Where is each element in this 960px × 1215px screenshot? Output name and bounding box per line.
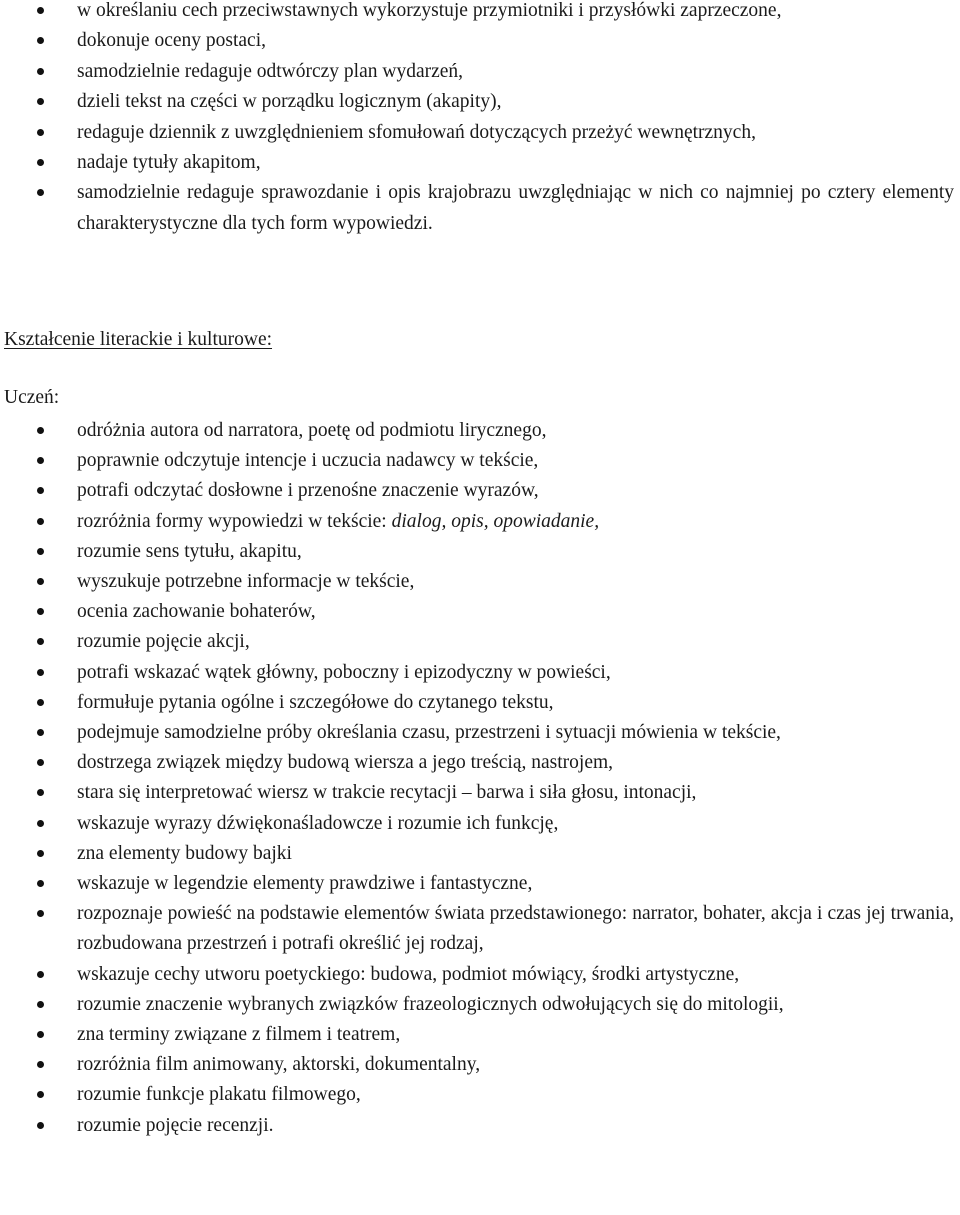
bullet-icon	[37, 1001, 44, 1008]
form-dialog: dialog	[391, 510, 442, 532]
list-item	[0, 1020, 958, 1050]
list-item	[0, 1050, 958, 1080]
literary-skills-list	[0, 416, 958, 1141]
list-item-text: rozumie pojęcie akcji,	[77, 631, 250, 653]
bullet-icon	[37, 578, 44, 585]
forms-separator: ,	[441, 510, 452, 532]
list-item	[0, 627, 958, 657]
bullet-icon	[37, 37, 44, 44]
bullet-icon	[37, 1031, 44, 1038]
list-item-text: wskazuje w legendzie elementy prawdziwe i fantastyczne,	[77, 873, 533, 895]
bullet-icon	[37, 159, 44, 166]
section-heading: Kształcenie literackie i kulturowe:	[4, 329, 273, 350]
list-item-forms	[0, 507, 958, 537]
list-item	[0, 446, 958, 476]
forms-prefix: rozróżnia formy wypowiedzi w tekście:	[77, 510, 392, 532]
list-item-text: potrafi wskazać wątek główny, poboczny i epizodyczny w powieści,	[77, 661, 611, 683]
list-item-text: zna elementy budowy bajki	[77, 842, 292, 864]
list-item-text: wskazuje wyrazy dźwiękonaśladowcze i rozumie ich funkcję,	[77, 812, 559, 834]
list-item-text: rozumie znaczenie wybranych związków frazeologicznych odwołujących się do mitologii,	[77, 993, 784, 1015]
list-item	[0, 990, 958, 1020]
list-item-text: dostrzega związek między budową wiersza a jego treścią, nastrojem,	[77, 752, 614, 774]
bullet-icon	[37, 1122, 44, 1129]
bullet-icon	[37, 427, 44, 434]
bullet-icon	[37, 669, 44, 676]
list-item	[0, 1111, 958, 1141]
list-item	[0, 597, 958, 627]
bullet-icon	[37, 820, 44, 827]
list-item-text: wyszukuje potrzebne informacje w tekście,	[77, 571, 415, 593]
list-item-text: rozumie pojęcie recenzji.	[77, 1114, 274, 1136]
writing-skills-list	[0, 0, 958, 239]
bullet-icon	[37, 699, 44, 706]
list-item-text: samodzielnie redaguje sprawozdanie i opis krajobrazu uwzględniając w nich co najmniej po cztery elementy charakterystyczne dla tych form wypowiedzi.	[77, 182, 954, 234]
bullet-icon	[37, 1091, 44, 1098]
list-item	[0, 718, 958, 748]
list-item	[0, 778, 958, 808]
bullet-icon	[37, 98, 44, 105]
list-item	[0, 57, 958, 87]
list-item-text: samodzielnie redaguje odtwórczy plan wydarzeń,	[77, 60, 464, 82]
list-item	[0, 567, 958, 597]
bullet-icon	[37, 880, 44, 887]
list-item	[0, 148, 958, 178]
list-item-text: rozpoznaje powieść na podstawie elementów świata przedstawionego: narrator, bohater, akcja i czas jej trwania, rozbudowana przestrzeń i potrafi określić jej rodzaj,	[77, 903, 954, 955]
list-item	[0, 839, 958, 869]
bullet-icon	[37, 1061, 44, 1068]
bullet-icon	[37, 518, 44, 525]
list-item	[0, 416, 958, 446]
list-item-text: dokonuje oceny postaci,	[77, 30, 266, 52]
bullet-icon	[37, 68, 44, 75]
list-item-text: poprawnie odczytuje intencje i uczucia nadawcy w tekście,	[77, 450, 539, 472]
list-item-text: odróżnia autora od narratora, poetę od podmiotu lirycznego,	[77, 420, 547, 441]
bullet-icon	[37, 729, 44, 736]
bullet-icon	[37, 487, 44, 494]
list-item	[0, 809, 958, 839]
forms-suffix: ,	[594, 510, 600, 532]
list-item-text: formułuje pytania ogólne i szczegółowe do czytanego tekstu,	[77, 691, 554, 713]
list-item	[0, 748, 958, 778]
list-item	[0, 118, 958, 148]
subject-label: Uczeń:	[4, 387, 60, 408]
form-opowiadanie: opowiadanie	[493, 510, 595, 532]
list-item-text: redaguje dziennik z uwzględnieniem sfomułowań dotyczących przeżyć wewnętrznych,	[77, 121, 756, 143]
list-item	[0, 26, 958, 56]
bullet-icon	[37, 7, 44, 14]
list-item	[0, 688, 958, 718]
bullet-icon	[37, 608, 44, 615]
list-item	[0, 0, 958, 26]
list-item-text: rozumie funkcje plakatu filmowego,	[77, 1084, 361, 1106]
list-item-text: w określaniu cech przeciwstawnych wykorzystuje przymiotniki i przysłówki zaprzeczone,	[77, 0, 782, 21]
list-item	[0, 537, 958, 567]
bullet-icon	[37, 457, 44, 464]
list-item-text: stara się interpretować wiersz w trakcie recytacji – barwa i siła głosu, intonacji,	[77, 782, 697, 804]
form-opis: opis	[451, 510, 484, 532]
bullet-icon	[37, 129, 44, 136]
list-item	[0, 869, 958, 899]
list-item-text: rozumie sens tytułu, akapitu,	[77, 540, 302, 562]
forms-separator: ,	[483, 510, 494, 532]
bullet-icon	[37, 189, 44, 196]
list-item-text: potrafi odczytać dosłowne i przenośne znaczenie wyrazów,	[77, 480, 539, 502]
bullet-icon	[37, 548, 44, 555]
list-item-text: wskazuje cechy utworu poetyckiego: budowa, podmiot mówiący, środki artystyczne,	[77, 963, 740, 985]
list-item-text: zna terminy związane z filmem i teatrem,	[77, 1024, 401, 1046]
bullet-icon	[37, 910, 44, 917]
bullet-icon	[37, 789, 44, 796]
list-item	[0, 87, 958, 117]
list-item-text: ocenia zachowanie bohaterów,	[77, 601, 316, 623]
list-item	[0, 1080, 958, 1110]
bullet-icon	[37, 971, 44, 978]
list-item-text: rozróżnia film animowany, aktorski, dokumentalny,	[77, 1054, 481, 1076]
list-item-text: nadaje tytuły akapitom,	[77, 152, 261, 174]
list-item-text: dzieli tekst na części w porządku logicznym (akapity),	[77, 91, 502, 113]
list-item	[0, 178, 958, 239]
list-item	[0, 960, 958, 990]
list-item	[0, 658, 958, 688]
list-item	[0, 899, 958, 959]
list-item	[0, 476, 958, 506]
list-item-text: podejmuje samodzielne próby określania czasu, przestrzeni i sytuacji mówienia w tekście,	[77, 722, 781, 744]
bullet-icon	[37, 759, 44, 766]
bullet-icon	[37, 850, 44, 857]
bullet-icon	[37, 638, 44, 645]
